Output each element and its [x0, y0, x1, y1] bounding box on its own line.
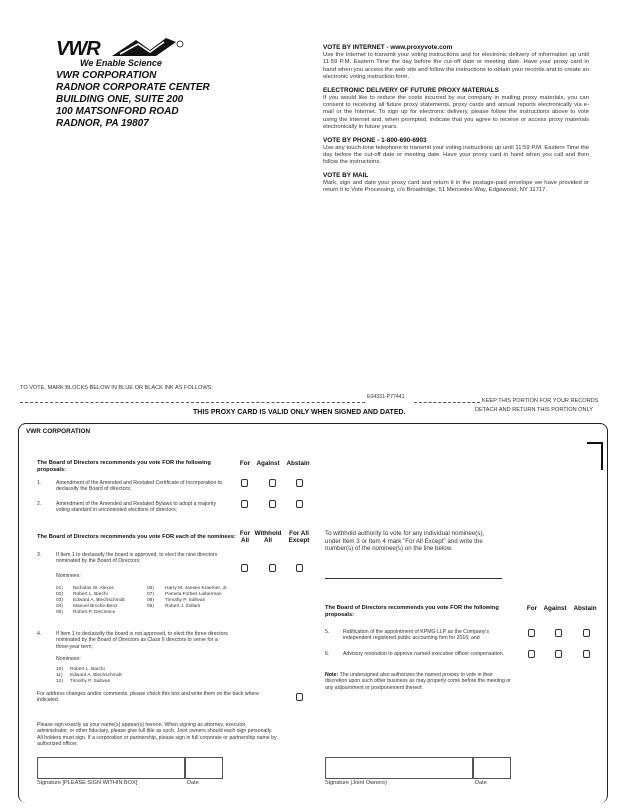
nominee: 06) Harry M. Jansen Kraemer, Jr. — [147, 586, 228, 591]
electronic-delivery-text: If you would like to reduce the costs incurred by our company in mailing proxy materials, you can consent to receiving all future proxy statements, proxy cards and annual reports electronically via e-mail or the Internet. To sign up for electronic delivery, please follow the instructions above to vote using the Internet and, when prompted, indicate that you agree to receive or access proxy materials electronically in future years. — [323, 94, 589, 131]
col-abstain: Abstain — [286, 460, 310, 467]
company-address — [56, 70, 210, 130]
item-4-nominees — [56, 667, 166, 685]
nominee: 04) Manuel Brocke-Benz — [56, 604, 118, 609]
item-5-against-checkbox[interactable] — [555, 629, 562, 637]
keep-portion-label: KEEP THIS PORTION FOR YOUR RECORDS — [482, 398, 599, 404]
col-withhold-all: Withhold All — [254, 530, 282, 545]
item-6-num: 6. — [325, 651, 330, 657]
note-text: The undersigned also authorizes the named proxies to vote in their discretion upon such other business as may properly come before the meeting or any adjournment or postponement thereof. — [325, 672, 511, 691]
col-for-all-except: For All Except — [288, 530, 310, 545]
address-line: VWR CORPORATION — [56, 70, 157, 81]
nominee: 12) Timothy P. Sullivan — [56, 679, 111, 684]
item-3-for-all-checkbox[interactable] — [241, 564, 248, 572]
item-2-for-checkbox[interactable] — [241, 500, 248, 508]
vote-internet-title[interactable]: VOTE BY INTERNET - www.proxyvote.com — [323, 44, 453, 51]
detach-portion-label: DETACH AND RETURN THIS PORTION ONLY — [475, 407, 593, 413]
joint-signature-label: Signature (Joint Owners) — [325, 780, 387, 786]
withhold-note: To withhold authority to vote for any individual nominee(s), under Item 3 or Item 4 mark "For All Except" and write the number(s) of the nominee(s) on the line below. — [325, 530, 485, 552]
vote-internet — [323, 44, 589, 82]
item-5-for-checkbox[interactable] — [528, 629, 535, 637]
tagline: We Enable Science — [80, 58, 162, 68]
item-1-num: 1. — [37, 480, 42, 486]
item-2-abstain-checkbox[interactable] — [296, 500, 303, 508]
nominee: 02) Robert L. Barchi — [56, 592, 108, 597]
item-6-against-checkbox[interactable] — [555, 650, 562, 658]
valid-notice: THIS PROXY CARD IS VALID ONLY WHEN SIGNED AND DATED. — [193, 409, 406, 416]
col-for: For — [526, 605, 538, 612]
address-line: BUILDING ONE, SUITE 200 — [56, 94, 184, 105]
item-3-num: 3. — [37, 552, 42, 558]
signature-box[interactable] — [37, 757, 185, 779]
vote-phone — [323, 137, 589, 167]
col-against: Against — [256, 460, 280, 467]
col-for: For — [239, 460, 251, 467]
item-4-nominees-label: Nominees: — [56, 656, 81, 662]
vote-phone-title: VOTE BY PHONE - 1-800-690-6903 — [323, 136, 427, 144]
item-5-num: 5. — [325, 629, 330, 635]
col-against: Against — [543, 605, 567, 612]
address-line: 100 MATSONFORD ROAD — [56, 106, 179, 117]
item-3-for-all-except-checkbox[interactable] — [296, 564, 303, 572]
nominee: 01) Nicholas W. Alexos — [56, 586, 114, 591]
item-6-abstain-checkbox[interactable] — [583, 650, 590, 658]
vote-mail — [323, 172, 589, 195]
signature-label: Signature [PLEASE SIGN WITHIN BOX] — [37, 780, 138, 786]
item-3-text: If Item 1 to declassify the board is approved, to elect the nine directors nominated by the Board of Directors; — [56, 552, 218, 565]
vote-internet-text: Use the Internet to transmit your voting instructions and for electronic delivery of information up until 11:59 P.M. Eastern Time the day before the cut-off date or meeting date. Have your proxy card in hand when you access the web site and follow the instructions to obtain your records and to create an electronic voting instruction form. — [323, 52, 589, 81]
item-2-num: 2. — [37, 501, 42, 507]
nominee: 05) Robert P. DeCresce — [56, 610, 116, 615]
discretion-note — [325, 672, 513, 691]
joint-date-label: Date — [475, 780, 487, 786]
nominee: 07) Pamela Forbes Lieberman — [147, 592, 222, 597]
nominee: 10) Robert L. Barchi — [56, 667, 105, 672]
item-5-abstain-checkbox[interactable] — [583, 629, 590, 637]
nominee: 11) Edward A. Blechschmidt — [56, 673, 122, 678]
item-2-text: Amendment of the Amended and Restated Bylaws to adopt a majority voting standard in uncontested elections of directors; — [56, 501, 217, 514]
item-1-against-checkbox[interactable] — [269, 479, 276, 487]
item-1-for-checkbox[interactable] — [241, 479, 248, 487]
electronic-delivery-title: ELECTRONIC DELIVERY OF FUTURE PROXY MATERIALS — [323, 86, 499, 94]
item-3-nominees-label: Nominees: — [56, 573, 81, 579]
section3-header: The Board of Directors recommends you vote FOR the following proposals: — [325, 605, 499, 618]
card-company: VWR CORPORATION — [26, 428, 91, 435]
address-change-text: For address changes and/or comments, please check this box and write them on the back where indicated. — [37, 691, 260, 704]
sign-instructions: Please sign exactly as your name(s) appear(s) hereon. When signing as attorney, executor, administrator, or other fiduciary, please give full title as such. Joint owners should each sign personally. All holders must sign. If a corporation or partnership, please sign in full corporate or partnership name by authorized officer. — [37, 722, 277, 748]
item-4-num: 4. — [37, 631, 42, 637]
detach-line-left — [20, 402, 365, 403]
address-line: RADNOR, PA 19807 — [56, 118, 149, 129]
mark-instructions: TO VOTE, MARK BLOCKS BELOW IN BLUE OR BLACK INK AS FOLLOWS: — [20, 385, 213, 391]
vote-mail-text: Mark, sign and date your proxy card and return it in the postage-paid envelope we have provided or return it to Vote Processing, c/o Broadridge, 51 Mercedes Way, Edgewood, NY 11717. — [323, 179, 589, 194]
note-label: Note: — [325, 672, 339, 678]
joint-date-box[interactable] — [473, 757, 511, 779]
section1-header: The Board of Directors recommends you vote FOR the following proposals: — [37, 460, 211, 473]
date-label: Date — [187, 780, 199, 786]
joint-signature-box[interactable] — [325, 757, 473, 779]
proxy-card — [18, 423, 608, 803]
logo-wordmark: VWR — [56, 38, 100, 60]
date-box[interactable] — [185, 757, 223, 779]
item-3-nominees-right — [147, 586, 247, 610]
address-change-checkbox[interactable] — [296, 693, 303, 701]
nominee: 08) Timothy P. Sullivan — [147, 598, 206, 603]
item-6-for-checkbox[interactable] — [528, 650, 535, 658]
vote-phone-text: Use any touch-tone telephone to transmit your voting instructions up until 11:59 P.M. Eastern Time the day before the cut-off date or meeting date. Have your proxy card in hand when you call and then follow the instructions. — [323, 144, 589, 166]
corner-mark — [587, 442, 603, 470]
item-4-text: If Item 1 to declassify the board is not approved, to elect the three directors nominated by the Board of Directors as Class II directors to serve for a three-year term; — [56, 631, 228, 650]
control-number: E04331-P77441 — [367, 394, 405, 400]
col-abstain: Abstain — [573, 605, 597, 612]
item-3-withhold-all-checkbox[interactable] — [269, 564, 276, 572]
electronic-delivery — [323, 87, 589, 132]
detach-line-mid — [414, 402, 480, 403]
vote-mail-title: VOTE BY MAIL — [323, 171, 369, 179]
item-6-text: Advisory resolution to approve named executive officer compensation. — [343, 651, 505, 657]
item-5-text: Ratification of the appointment of KPMG LLP as the Company's independent registered public accounting firm for 2016; and — [343, 629, 489, 642]
logo-swoosh-icon — [106, 36, 186, 60]
item-1-abstain-checkbox[interactable] — [296, 479, 303, 487]
nominee: 03) Edward A. Blechschmidt — [56, 598, 125, 603]
item-1-text: Amendment of the Amended and Restated Certificate of Incorporation to declassify the Board of directors; — [56, 480, 223, 493]
section2-header: The Board of Directors recommends you vote FOR each of the nominees: — [37, 534, 236, 540]
col-for-all: For All — [239, 530, 251, 545]
item-2-against-checkbox[interactable] — [269, 500, 276, 508]
nominee: 09) Robert J. Zollars — [147, 604, 201, 609]
withhold-write-line[interactable] — [325, 578, 502, 579]
address-line: RADNOR CORPORATE CENTER — [56, 82, 210, 93]
voting-methods — [323, 44, 589, 195]
